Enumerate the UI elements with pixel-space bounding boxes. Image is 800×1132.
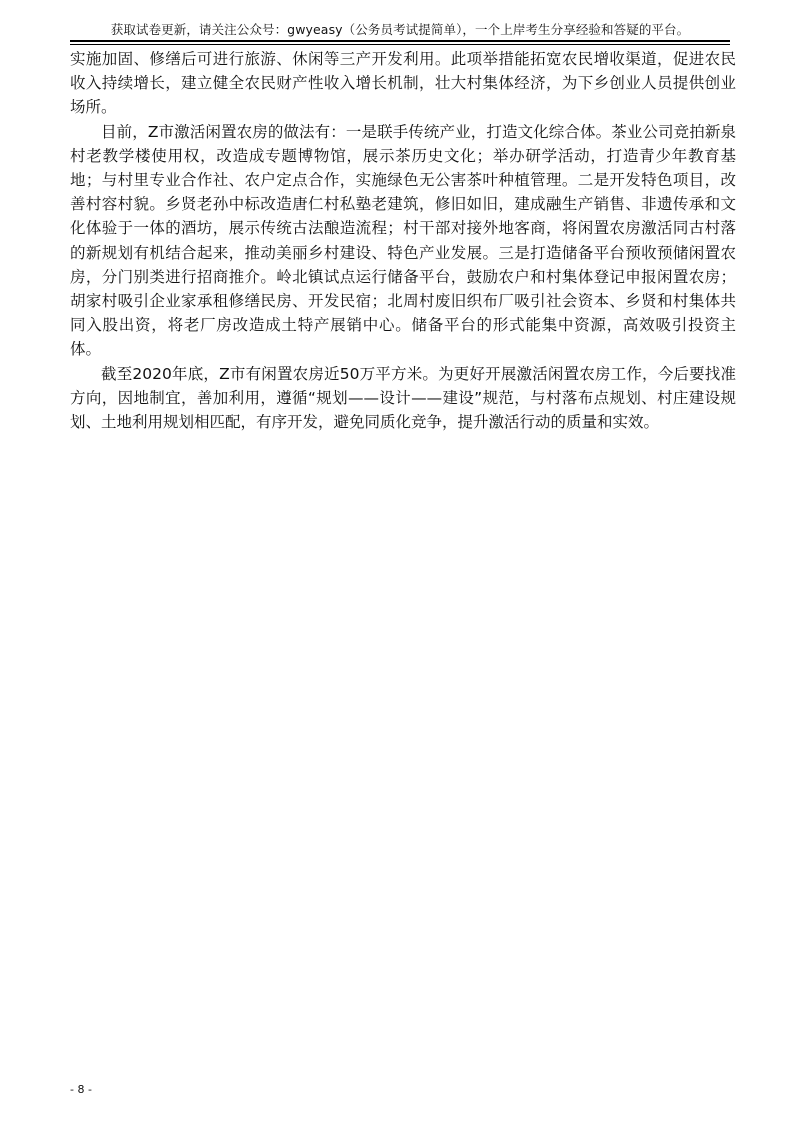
paragraph-future-direction: 截至2020年底，Z市有闲置农房近50万平方米。为更好开展激活闲置农房工作，今后要找准方向，因地制宜，善加利用，遵循“规划——设计——建设”规范，与村落布点规划、村庄建设规划、土地利用规划相匹配，有序开发，避免同质化竞争，提升激活行动的质量和实效。 — [70, 364, 736, 432]
paragraph-continuation: 实施加固、修缮后可进行旅游、休闲等三产开发利用。此项举措能拓宽农民增收渠道，促进农民收入持续增长，建立健全农民财产性收入增长机制，壮大村集体经济，为下乡创业人员提供创业场所。 — [70, 50, 736, 117]
body-text — [70, 47, 736, 434]
paragraph-current-practices: 目前，Z市激活闲置农房的做法有：一是联手传统产业，打造文化综合体。茶业公司竞拍新泉村老教学楼使用权，改造成专题博物馆，展示茶历史文化；举办研学活动，打造青少年教育基地；与村里专业合作社、农户定点合作，实施绿色无公害茶叶种植管理。二是开发特色项目，改善村容村貌。乡贤老孙中标改造唐仁村私塾老建筑，修旧如旧，建成融生产销售、非遗传承和文化体验于一体的酒坊，展示传统古法酿造流程；村干部对接外地客商，将闲置农房激活同古村落的新规划有机结合起来，推动美丽乡村建设、特色产业发展。三是打造储备平台预收预储闲置农房，分门别类进行招商推介。岭北镇试点运行储备平台，鼓励农户和村集体登记申报闲置农房；胡家村吸引企业家承租修缮民房、开发民宿；北周村废旧织布厂吸引社会资本、乡贤和村集体共同入股出资，将老厂房改造成土特产展销中心。储备平台的形式能集中资源，高效吸引投资主体。 — [70, 122, 736, 359]
page-header: 获取试卷更新，请关注公众号：gwyeasy（公务员考试提简单），一个上岸考生分享经验和答疑的平台。 — [110, 22, 690, 37]
header-rule-thick — [70, 40, 730, 42]
header-rule-thin — [70, 44, 730, 45]
page-number: - 8 - — [70, 1083, 92, 1096]
